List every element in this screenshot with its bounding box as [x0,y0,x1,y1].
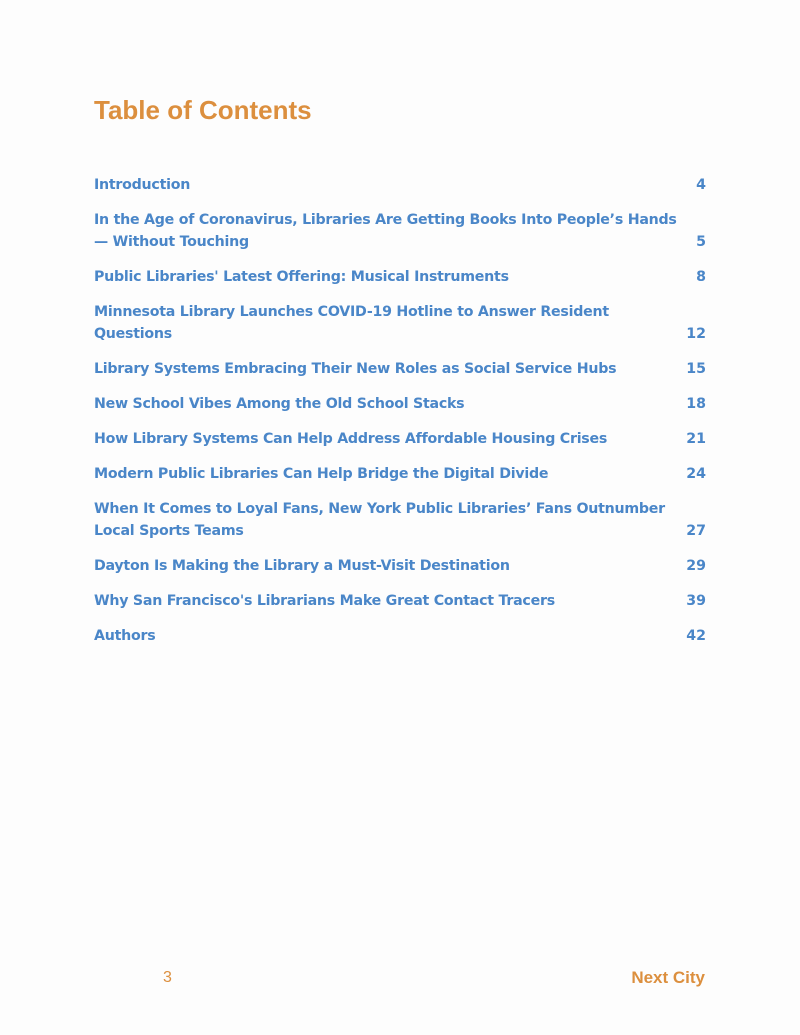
toc-entry[interactable] [94,463,706,485]
toc-list [94,174,706,660]
footer-brand: Next City [631,968,705,987]
toc-entry[interactable] [94,590,706,612]
toc-entry-page[interactable]: 27 [686,523,706,539]
toc-entry-title[interactable]: Dayton Is Making the Library a Must-Visit Destination [94,558,510,574]
toc-entry-page[interactable]: 24 [686,466,706,482]
toc-entry[interactable] [94,209,706,253]
toc-entry-title[interactable]: Why San Francisco's Librarians Make Great Contact Tracers [94,593,555,609]
toc-entry-page[interactable]: 5 [696,234,706,250]
toc-entry[interactable] [94,625,706,647]
toc-entry[interactable] [94,428,706,450]
toc-entry-title[interactable]: In the Age of Coronavirus, Libraries Are Getting Books Into People’s Hands — Without Touching [94,212,677,250]
toc-entry-title[interactable]: Library Systems Embracing Their New Roles as Social Service Hubs [94,361,617,377]
toc-entry-title[interactable]: Introduction [94,177,191,193]
toc-entry[interactable] [94,266,706,288]
toc-entry[interactable] [94,393,706,415]
toc-entry-page[interactable]: 15 [686,361,706,377]
toc-entry-page[interactable]: 39 [686,593,706,609]
toc-entry-title[interactable]: Modern Public Libraries Can Help Bridge the Digital Divide [94,466,549,482]
toc-entry-title[interactable]: Public Libraries' Latest Offering: Musical Instruments [94,269,509,285]
toc-entry[interactable] [94,555,706,577]
toc-entry[interactable] [94,498,706,542]
toc-entry-title[interactable]: Authors [94,628,156,644]
toc-entry-page[interactable]: 8 [696,269,706,285]
toc-entry[interactable] [94,174,706,196]
toc-entry-title[interactable]: Minnesota Library Launches COVID-19 Hotline to Answer Resident Questions [94,304,609,342]
toc-entry[interactable] [94,358,706,380]
toc-heading: Table of Contents [94,95,312,125]
toc-entry[interactable] [94,301,706,345]
toc-entry-page[interactable]: 42 [686,628,706,644]
toc-entry-page[interactable]: 21 [686,431,706,447]
toc-entry-title[interactable]: How Library Systems Can Help Address Affordable Housing Crises [94,431,608,447]
toc-entry-page[interactable]: 18 [686,396,706,412]
toc-entry-title[interactable]: New School Vibes Among the Old School Stacks [94,396,465,412]
toc-entry-page[interactable]: 4 [696,177,706,193]
footer-page-number: 3 [163,969,172,986]
toc-entry-page[interactable]: 29 [686,558,706,574]
toc-entry-title[interactable]: When It Comes to Loyal Fans, New York Public Libraries’ Fans Outnumber Local Sports Teams [94,501,665,539]
toc-entry-page[interactable]: 12 [686,326,706,342]
